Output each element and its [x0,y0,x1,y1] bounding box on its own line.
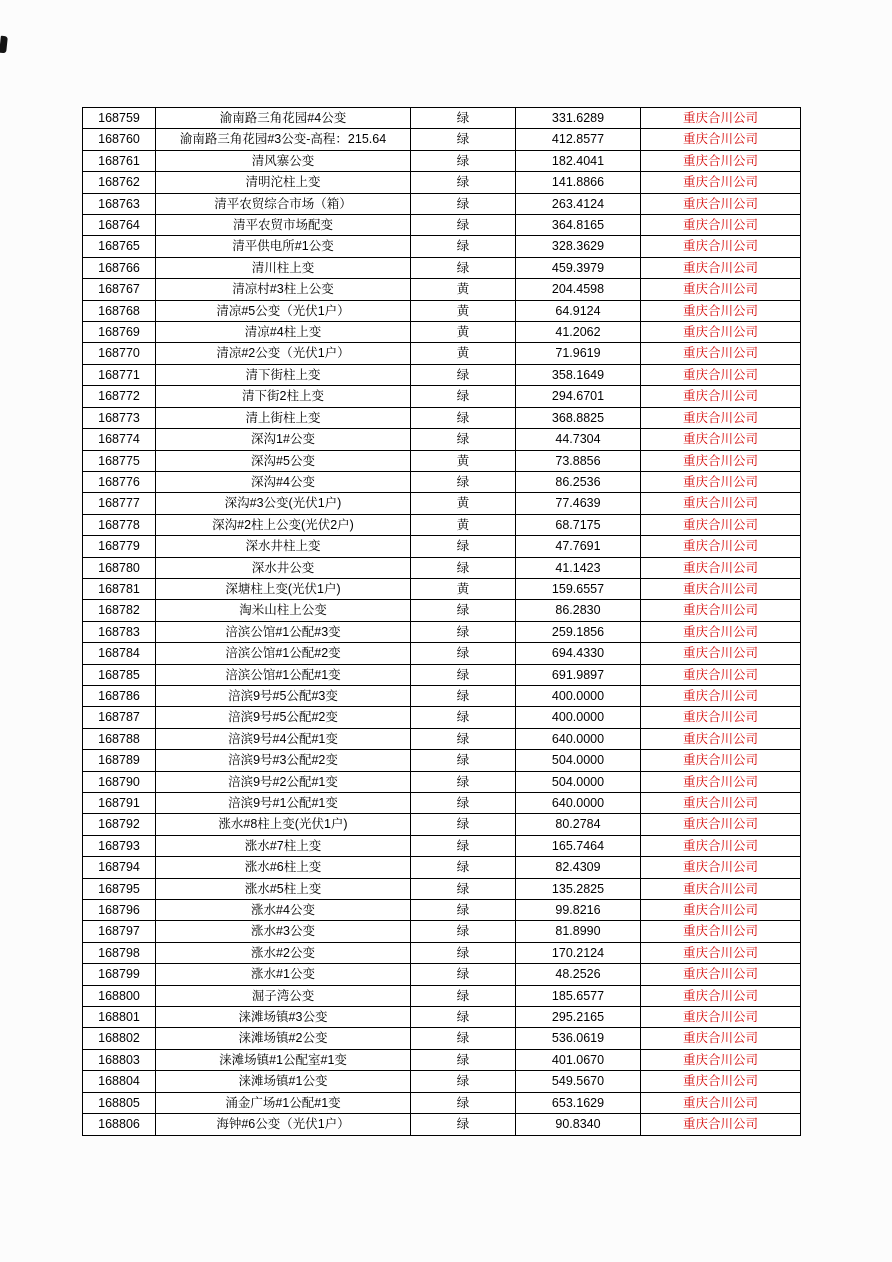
row-value-cell: 295.2165 [516,1007,641,1028]
table-row [83,215,801,236]
row-company-cell: 重庆合川公司 [641,236,801,257]
row-id-cell: 168788 [83,728,156,749]
row-status-cell: 绿 [411,771,516,792]
row-value-cell: 640.0000 [516,728,641,749]
row-value-cell: 504.0000 [516,750,641,771]
row-company-cell: 重庆合川公司 [641,557,801,578]
table-row [83,1049,801,1070]
row-company-cell: 重庆合川公司 [641,300,801,321]
row-value-cell: 81.8990 [516,921,641,942]
row-name-cell: 涪滨9号#3公配#2变 [156,750,411,771]
table-row [83,343,801,364]
row-name-cell: 涪滨公馆#1公配#2变 [156,643,411,664]
row-value-cell: 47.7691 [516,536,641,557]
row-id-cell: 168776 [83,471,156,492]
row-status-cell: 黄 [411,450,516,471]
row-id-cell: 168765 [83,236,156,257]
row-status-cell: 绿 [411,728,516,749]
row-value-cell: 549.5670 [516,1071,641,1092]
row-company-cell: 重庆合川公司 [641,386,801,407]
row-status-cell: 绿 [411,172,516,193]
row-company-cell: 重庆合川公司 [641,279,801,300]
table-body [83,108,801,1136]
row-name-cell: 涪滨9号#1公配#1变 [156,793,411,814]
row-status-cell: 绿 [411,1071,516,1092]
row-name-cell: 深沟#2柱上公变(光伏2户) [156,514,411,535]
row-value-cell: 640.0000 [516,793,641,814]
row-company-cell: 重庆合川公司 [641,493,801,514]
table-row [83,150,801,171]
row-status-cell: 绿 [411,429,516,450]
table-row [83,814,801,835]
row-company-cell: 重庆合川公司 [641,985,801,1006]
row-name-cell: 淈子湾公变 [156,985,411,1006]
row-value-cell: 263.4124 [516,193,641,214]
table-row [83,707,801,728]
row-name-cell: 涨水#4公变 [156,900,411,921]
row-id-cell: 168791 [83,793,156,814]
row-company-cell: 重庆合川公司 [641,964,801,985]
row-status-cell: 绿 [411,964,516,985]
row-value-cell: 141.8866 [516,172,641,193]
table-row [83,793,801,814]
row-name-cell: 涌金广场#1公配#1变 [156,1092,411,1113]
row-company-cell: 重庆合川公司 [641,621,801,642]
table-row [83,771,801,792]
row-company-cell: 重庆合川公司 [641,685,801,706]
row-name-cell: 清凉#2公变（光伏1户） [156,343,411,364]
row-status-cell: 绿 [411,257,516,278]
row-company-cell: 重庆合川公司 [641,728,801,749]
row-status-cell: 绿 [411,878,516,899]
row-id-cell: 168800 [83,985,156,1006]
row-id-cell: 168761 [83,150,156,171]
row-id-cell: 168795 [83,878,156,899]
row-id-cell: 168787 [83,707,156,728]
table-row [83,750,801,771]
row-id-cell: 168801 [83,1007,156,1028]
row-id-cell: 168793 [83,835,156,856]
row-company-cell: 重庆合川公司 [641,942,801,963]
row-status-cell: 绿 [411,600,516,621]
row-name-cell: 深水井柱上变 [156,536,411,557]
row-value-cell: 331.6289 [516,108,641,129]
row-status-cell: 绿 [411,1028,516,1049]
row-id-cell: 168785 [83,664,156,685]
row-company-cell: 重庆合川公司 [641,814,801,835]
row-status-cell: 绿 [411,857,516,878]
row-value-cell: 401.0670 [516,1049,641,1070]
table-row [83,835,801,856]
row-company-cell: 重庆合川公司 [641,429,801,450]
row-value-cell: 80.2784 [516,814,641,835]
row-company-cell: 重庆合川公司 [641,536,801,557]
row-value-cell: 159.6557 [516,578,641,599]
row-value-cell: 358.1649 [516,364,641,385]
row-status-cell: 绿 [411,643,516,664]
row-value-cell: 204.4598 [516,279,641,300]
row-name-cell: 深沟1#公变 [156,429,411,450]
transformer-data-table [82,107,801,1136]
table-row [83,942,801,963]
row-company-cell: 重庆合川公司 [641,407,801,428]
row-id-cell: 168775 [83,450,156,471]
row-value-cell: 135.2825 [516,878,641,899]
row-name-cell: 涨水#8柱上变(光伏1户) [156,814,411,835]
row-status-cell: 绿 [411,921,516,942]
row-name-cell: 清上街柱上变 [156,407,411,428]
row-name-cell: 涪滨公馆#1公配#3变 [156,621,411,642]
row-status-cell: 黄 [411,578,516,599]
row-id-cell: 168797 [83,921,156,942]
row-value-cell: 71.9619 [516,343,641,364]
row-id-cell: 168794 [83,857,156,878]
table-row [83,921,801,942]
row-company-cell: 重庆合川公司 [641,1007,801,1028]
row-value-cell: 412.8577 [516,129,641,150]
row-id-cell: 168798 [83,942,156,963]
row-value-cell: 653.1629 [516,1092,641,1113]
row-name-cell: 清川柱上变 [156,257,411,278]
row-status-cell: 绿 [411,471,516,492]
table-row [83,450,801,471]
row-value-cell: 86.2830 [516,600,641,621]
row-status-cell: 绿 [411,364,516,385]
row-id-cell: 168781 [83,578,156,599]
row-name-cell: 涞滩场镇#3公变 [156,1007,411,1028]
row-value-cell: 90.8340 [516,1114,641,1135]
row-company-cell: 重庆合川公司 [641,257,801,278]
row-company-cell: 重庆合川公司 [641,900,801,921]
row-company-cell: 重庆合川公司 [641,771,801,792]
row-name-cell: 深沟#3公变(光伏1户) [156,493,411,514]
row-id-cell: 168774 [83,429,156,450]
row-status-cell: 绿 [411,1114,516,1135]
row-value-cell: 691.9897 [516,664,641,685]
table-row [83,557,801,578]
row-company-cell: 重庆合川公司 [641,793,801,814]
row-value-cell: 328.3629 [516,236,641,257]
row-name-cell: 深沟#5公变 [156,450,411,471]
row-company-cell: 重庆合川公司 [641,364,801,385]
table-row [83,964,801,985]
row-company-cell: 重庆合川公司 [641,471,801,492]
row-company-cell: 重庆合川公司 [641,1114,801,1135]
row-name-cell: 清平供电所#1公变 [156,236,411,257]
row-status-cell: 绿 [411,814,516,835]
row-value-cell: 504.0000 [516,771,641,792]
table-row [83,193,801,214]
table-row [83,429,801,450]
row-value-cell: 86.2536 [516,471,641,492]
table-row [83,664,801,685]
table-row [83,364,801,385]
row-id-cell: 168790 [83,771,156,792]
row-company-cell: 重庆合川公司 [641,1092,801,1113]
row-id-cell: 168805 [83,1092,156,1113]
row-value-cell: 68.7175 [516,514,641,535]
table-row [83,536,801,557]
table-row [83,493,801,514]
row-value-cell: 41.1423 [516,557,641,578]
row-name-cell: 涞滩场镇#2公变 [156,1028,411,1049]
row-company-cell: 重庆合川公司 [641,322,801,343]
row-id-cell: 168766 [83,257,156,278]
row-status-cell: 绿 [411,236,516,257]
table-row [83,514,801,535]
row-value-cell: 536.0619 [516,1028,641,1049]
table-row [83,279,801,300]
row-id-cell: 168789 [83,750,156,771]
row-name-cell: 清凉村#3柱上公变 [156,279,411,300]
row-company-cell: 重庆合川公司 [641,643,801,664]
table-row [83,1092,801,1113]
row-value-cell: 259.1856 [516,621,641,642]
row-id-cell: 168769 [83,322,156,343]
row-id-cell: 168796 [83,900,156,921]
row-name-cell: 涨水#5柱上变 [156,878,411,899]
row-status-cell: 绿 [411,557,516,578]
row-name-cell: 渝南路三角花园#3公变-高程：215.64 [156,129,411,150]
row-id-cell: 168759 [83,108,156,129]
row-id-cell: 168799 [83,964,156,985]
row-name-cell: 涪滨9号#5公配#3变 [156,685,411,706]
row-name-cell: 涪滨9号#2公配#1变 [156,771,411,792]
row-id-cell: 168779 [83,536,156,557]
row-name-cell: 清风寨公变 [156,150,411,171]
row-company-cell: 重庆合川公司 [641,450,801,471]
row-status-cell: 黄 [411,300,516,321]
row-value-cell: 694.4330 [516,643,641,664]
table-row [83,878,801,899]
row-value-cell: 48.2526 [516,964,641,985]
row-id-cell: 168804 [83,1071,156,1092]
row-value-cell: 294.6701 [516,386,641,407]
row-id-cell: 168778 [83,514,156,535]
row-company-cell: 重庆合川公司 [641,108,801,129]
row-status-cell: 绿 [411,664,516,685]
row-id-cell: 168806 [83,1114,156,1135]
row-value-cell: 165.7464 [516,835,641,856]
row-value-cell: 364.8165 [516,215,641,236]
row-name-cell: 清平农贸市场配变 [156,215,411,236]
row-status-cell: 绿 [411,793,516,814]
row-company-cell: 重庆合川公司 [641,172,801,193]
row-company-cell: 重庆合川公司 [641,193,801,214]
row-name-cell: 清下街柱上变 [156,364,411,385]
row-value-cell: 182.4041 [516,150,641,171]
table-row [83,108,801,129]
row-company-cell: 重庆合川公司 [641,1028,801,1049]
row-id-cell: 168768 [83,300,156,321]
row-status-cell: 绿 [411,985,516,1006]
row-name-cell: 涞滩场镇#1公变 [156,1071,411,1092]
row-company-cell: 重庆合川公司 [641,600,801,621]
row-company-cell: 重庆合川公司 [641,343,801,364]
row-name-cell: 清明沱柱上变 [156,172,411,193]
table-row [83,857,801,878]
row-company-cell: 重庆合川公司 [641,129,801,150]
row-company-cell: 重庆合川公司 [641,857,801,878]
row-status-cell: 绿 [411,1092,516,1113]
row-name-cell: 渝南路三角花园#4公变 [156,108,411,129]
table-row [83,728,801,749]
row-name-cell: 清凉#5公变（光伏1户） [156,300,411,321]
table-row [83,129,801,150]
table-row [83,407,801,428]
table-row [83,900,801,921]
table-row [83,643,801,664]
row-status-cell: 黄 [411,322,516,343]
row-id-cell: 168770 [83,343,156,364]
row-value-cell: 41.2062 [516,322,641,343]
row-company-cell: 重庆合川公司 [641,150,801,171]
row-status-cell: 绿 [411,150,516,171]
row-value-cell: 44.7304 [516,429,641,450]
row-name-cell: 涨水#2公变 [156,942,411,963]
row-name-cell: 深沟#4公变 [156,471,411,492]
row-status-cell: 绿 [411,407,516,428]
row-company-cell: 重庆合川公司 [641,1071,801,1092]
row-id-cell: 168767 [83,279,156,300]
table-row [83,386,801,407]
row-id-cell: 168782 [83,600,156,621]
row-status-cell: 绿 [411,750,516,771]
row-value-cell: 400.0000 [516,685,641,706]
row-value-cell: 185.6577 [516,985,641,1006]
row-company-cell: 重庆合川公司 [641,750,801,771]
row-company-cell: 重庆合川公司 [641,707,801,728]
table-row [83,471,801,492]
row-id-cell: 168771 [83,364,156,385]
row-status-cell: 绿 [411,215,516,236]
row-name-cell: 涞滩场镇#1公配室#1变 [156,1049,411,1070]
row-company-cell: 重庆合川公司 [641,215,801,236]
row-name-cell: 深塘柱上变(光伏1户) [156,578,411,599]
table-row [83,236,801,257]
row-name-cell: 涨水#3公变 [156,921,411,942]
row-status-cell: 绿 [411,386,516,407]
row-status-cell: 绿 [411,536,516,557]
row-id-cell: 168763 [83,193,156,214]
row-value-cell: 459.3979 [516,257,641,278]
row-company-cell: 重庆合川公司 [641,514,801,535]
table-row [83,685,801,706]
table-row [83,1007,801,1028]
row-status-cell: 绿 [411,621,516,642]
row-status-cell: 绿 [411,129,516,150]
row-name-cell: 涪滨9号#4公配#1变 [156,728,411,749]
table-row [83,621,801,642]
row-value-cell: 170.2124 [516,942,641,963]
row-status-cell: 绿 [411,835,516,856]
table-row [83,578,801,599]
row-status-cell: 绿 [411,108,516,129]
row-id-cell: 168780 [83,557,156,578]
row-name-cell: 清凉#4柱上变 [156,322,411,343]
row-company-cell: 重庆合川公司 [641,835,801,856]
row-value-cell: 99.8216 [516,900,641,921]
table-row [83,257,801,278]
row-status-cell: 绿 [411,942,516,963]
row-id-cell: 168772 [83,386,156,407]
scan-artifact-mark [0,36,8,54]
row-id-cell: 168760 [83,129,156,150]
row-company-cell: 重庆合川公司 [641,878,801,899]
row-company-cell: 重庆合川公司 [641,921,801,942]
row-status-cell: 绿 [411,707,516,728]
row-id-cell: 168773 [83,407,156,428]
table-row [83,322,801,343]
row-name-cell: 海钟#6公变（光伏1户） [156,1114,411,1135]
row-id-cell: 168762 [83,172,156,193]
row-status-cell: 黄 [411,493,516,514]
row-value-cell: 73.8856 [516,450,641,471]
table-row [83,1114,801,1135]
row-id-cell: 168784 [83,643,156,664]
row-name-cell: 清平农贸综合市场（箱） [156,193,411,214]
row-name-cell: 深水井公变 [156,557,411,578]
table-row [83,1071,801,1092]
row-name-cell: 清下街2柱上变 [156,386,411,407]
table-row [83,300,801,321]
row-value-cell: 82.4309 [516,857,641,878]
row-status-cell: 绿 [411,900,516,921]
row-status-cell: 绿 [411,1049,516,1070]
row-company-cell: 重庆合川公司 [641,578,801,599]
row-status-cell: 绿 [411,685,516,706]
row-value-cell: 368.8825 [516,407,641,428]
row-name-cell: 淘米山柱上公变 [156,600,411,621]
row-id-cell: 168803 [83,1049,156,1070]
row-value-cell: 400.0000 [516,707,641,728]
row-id-cell: 168792 [83,814,156,835]
row-id-cell: 168783 [83,621,156,642]
row-value-cell: 64.9124 [516,300,641,321]
row-name-cell: 涪滨9号#5公配#2变 [156,707,411,728]
row-id-cell: 168777 [83,493,156,514]
table-row [83,1028,801,1049]
row-name-cell: 涪滨公馆#1公配#1变 [156,664,411,685]
row-id-cell: 168786 [83,685,156,706]
table-row [83,600,801,621]
row-status-cell: 绿 [411,1007,516,1028]
row-company-cell: 重庆合川公司 [641,1049,801,1070]
row-value-cell: 77.4639 [516,493,641,514]
row-name-cell: 涨水#6柱上变 [156,857,411,878]
row-status-cell: 绿 [411,193,516,214]
row-status-cell: 黄 [411,279,516,300]
row-id-cell: 168802 [83,1028,156,1049]
row-status-cell: 黄 [411,343,516,364]
table-row [83,985,801,1006]
row-id-cell: 168764 [83,215,156,236]
row-company-cell: 重庆合川公司 [641,664,801,685]
row-name-cell: 涨水#1公变 [156,964,411,985]
row-status-cell: 黄 [411,514,516,535]
row-name-cell: 涨水#7柱上变 [156,835,411,856]
table-row [83,172,801,193]
